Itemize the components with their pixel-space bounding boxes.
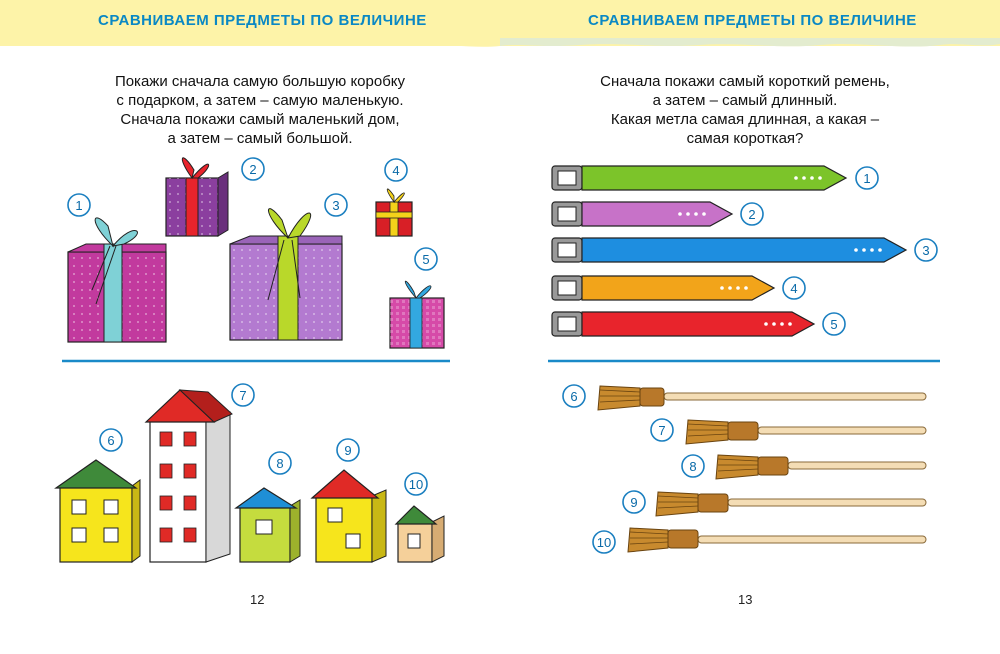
broom-6-number <box>563 385 585 407</box>
gift-5 <box>390 281 444 348</box>
svg-text:6: 6 <box>107 433 115 448</box>
broom-10-number <box>593 531 615 553</box>
house-8-number <box>269 452 291 474</box>
svg-text:10: 10 <box>408 477 424 492</box>
svg-text:2: 2 <box>249 162 257 177</box>
instruction-line: а затем – самый длинный. <box>652 92 838 109</box>
broom-10 <box>628 528 926 552</box>
right-page-number: 13 <box>738 592 753 607</box>
svg-text:1: 1 <box>863 171 871 186</box>
house-10 <box>396 506 444 562</box>
broom-8-number <box>682 455 704 477</box>
belt-1-number <box>856 167 878 189</box>
broom-9 <box>656 492 926 516</box>
svg-text:5: 5 <box>422 252 430 267</box>
svg-text:6: 6 <box>570 389 578 404</box>
belt-3-number <box>915 239 937 261</box>
instruction-line: Сначала покажи самый короткий ремень, <box>600 73 890 90</box>
instruction-line: Покажи сначала самую большую коробку <box>114 73 406 90</box>
belt-5 <box>552 312 814 336</box>
right-page-header: СРАВНИВАЕМ ПРЕДМЕТЫ ПО ВЕЛИЧИНЕ <box>588 12 917 29</box>
house-6-number <box>100 429 122 451</box>
svg-text:10: 10 <box>596 535 612 550</box>
house-8 <box>236 488 300 562</box>
house-10-number <box>405 473 427 495</box>
belt-3 <box>552 238 906 262</box>
gift-2 <box>166 158 228 236</box>
gift-3-number <box>325 194 347 216</box>
instruction-line: Сначала покажи самый маленький дом, <box>120 111 400 128</box>
gift-2-number <box>242 158 264 180</box>
broom-7-number <box>651 419 673 441</box>
svg-text:7: 7 <box>239 388 247 403</box>
gift-4-number <box>385 159 407 181</box>
svg-text:9: 9 <box>344 443 352 458</box>
svg-text:8: 8 <box>276 456 284 471</box>
instruction-line: Какая метла самая длинная, а какая – <box>610 111 880 128</box>
belt-2 <box>552 202 732 226</box>
belt-4 <box>552 276 774 300</box>
broom-8 <box>716 455 926 479</box>
house-7 <box>146 390 232 562</box>
svg-text:3: 3 <box>332 198 340 213</box>
svg-text:5: 5 <box>830 317 838 332</box>
broom-9-number <box>623 491 645 513</box>
gift-3 <box>230 209 342 340</box>
left-page-header: СРАВНИВАЕМ ПРЕДМЕТЫ ПО ВЕЛИЧИНЕ <box>98 12 427 29</box>
left-page-number: 12 <box>250 592 265 607</box>
belt-1 <box>552 166 846 190</box>
house-9 <box>312 470 386 562</box>
house-9-number <box>337 439 359 461</box>
belt-5-number <box>823 313 845 335</box>
instruction-line: а затем – самый большой. <box>167 130 353 147</box>
svg-text:8: 8 <box>689 459 697 474</box>
svg-text:4: 4 <box>392 163 400 178</box>
gift-1 <box>68 218 166 342</box>
house-6 <box>56 460 140 562</box>
gift-4 <box>376 189 412 236</box>
belt-4-number <box>783 277 805 299</box>
broom-6 <box>598 386 926 410</box>
svg-text:7: 7 <box>658 423 666 438</box>
gift-1-number <box>68 194 90 216</box>
broom-7 <box>686 420 926 444</box>
svg-text:4: 4 <box>790 281 798 296</box>
gift-5-number <box>415 248 437 270</box>
svg-text:1: 1 <box>75 198 83 213</box>
svg-text:3: 3 <box>922 243 930 258</box>
instruction-line: с подарком, а затем – самую маленькую. <box>116 92 404 109</box>
svg-text:9: 9 <box>630 495 638 510</box>
house-7-number <box>232 384 254 406</box>
instruction-line: самая короткая? <box>686 130 804 147</box>
svg-text:2: 2 <box>748 207 756 222</box>
belt-2-number <box>741 203 763 225</box>
